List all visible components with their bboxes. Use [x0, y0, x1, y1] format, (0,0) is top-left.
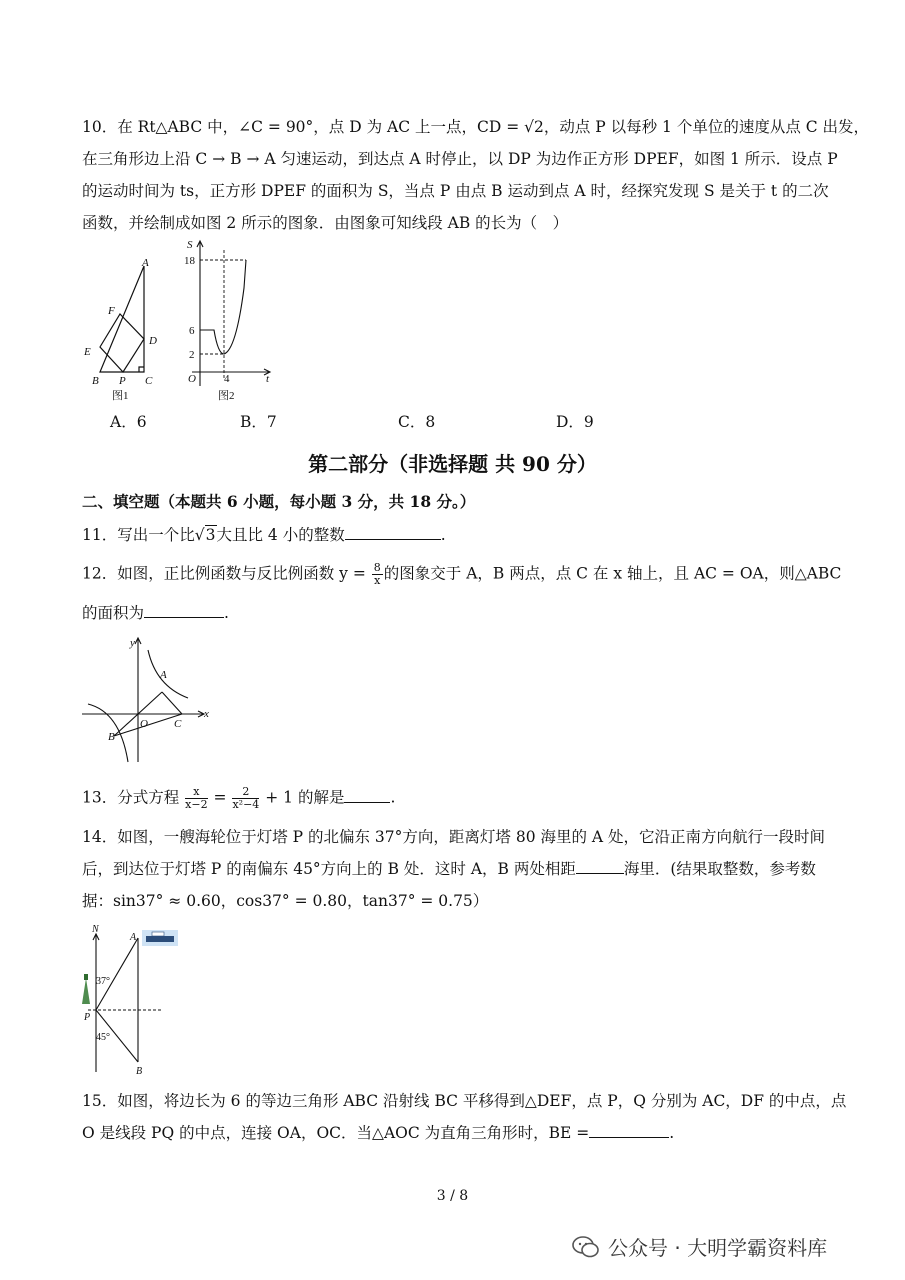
q13-f1-den: x−2 — [185, 798, 208, 811]
wechat-icon — [572, 1235, 600, 1259]
q12-frac-den: x — [374, 574, 381, 587]
q15-end: . — [669, 1124, 675, 1142]
fig2-caption: 图2 — [218, 390, 235, 402]
label-E: E — [84, 346, 91, 358]
label-A: A — [142, 257, 149, 269]
q13-end: . — [390, 788, 396, 807]
q11-text-after: 大且比 4 小的整数 — [216, 526, 345, 544]
label-x: x — [204, 708, 209, 720]
label-S: S — [187, 239, 193, 251]
hyperbola-branch-1 — [148, 650, 188, 698]
segment-ac — [162, 692, 182, 714]
q12-end: . — [224, 604, 229, 622]
page-number: 3 / 8 — [436, 1188, 469, 1204]
option-d: D．9 — [556, 413, 594, 431]
q12-fraction — [372, 562, 383, 587]
label-A: A — [130, 932, 137, 943]
q10-line4: 函数，并绘制成如图 2 所示的图象．由图象可知线段 AB 的长为（ ） — [82, 214, 569, 232]
section2-heading: 二、填空题（本题共 6 小题，每小题 3 分，共 18 分。） — [82, 492, 476, 511]
q13-text1: 13．分式方程 — [82, 788, 180, 807]
q14-figure — [74, 922, 194, 1078]
q14-answer-blank — [576, 859, 624, 874]
q13-f1-num: x — [185, 786, 207, 799]
q10-line2: 在三角形边上沿 C → B → A 匀速运动，到达点 A 时停止，以 DP 为边作正方形 DPEF，如图 1 所示．设点 P — [82, 150, 838, 168]
q11-sqrt-value: 3 — [205, 526, 216, 544]
label-45: 45° — [96, 1032, 110, 1043]
q14-line2 — [82, 858, 816, 880]
option-b: B．7 — [240, 413, 277, 431]
q10-figure1 — [78, 252, 178, 402]
q11-text-before: 11．写出一个比 — [82, 526, 195, 544]
label-6: 6 — [189, 325, 195, 337]
label-y: y — [130, 637, 135, 649]
watermark — [572, 1232, 827, 1261]
q10-line3: 的运动时间为 ts，正方形 DPEF 的面积为 S，当点 P 由点 B 运动到点 A 时，经探究发现 S 是关于 t 的二次 — [82, 182, 829, 200]
label-B: B — [92, 375, 99, 387]
q13-fraction1 — [185, 786, 207, 811]
label-18: 18 — [184, 255, 195, 267]
label-2: 2 — [189, 349, 195, 361]
right-angle-mark — [139, 367, 144, 372]
q11-end: . — [440, 526, 446, 544]
label-D: D — [149, 335, 157, 347]
fig1-caption: 图1 — [112, 390, 129, 402]
label-4: 4 — [224, 373, 230, 385]
label-P: P — [119, 375, 126, 387]
q10-line1: 10．在 Rt△ABC 中，∠C = 90°，点 D 为 AC 上一点，CD = √2，动点 P 以每秒 1 个单位的速度从点 C 出发， — [82, 118, 870, 136]
q12-text1: 12．如图，正比例函数与反比例函数 y = — [82, 564, 366, 583]
square-dpef — [100, 314, 144, 372]
q15-line1: 15．如图，将边长为 6 的等边三角形 ABC 沿射线 BC 平移得到△DEF，点 P，Q 分别为 AC，DF 的中点，点 — [82, 1092, 847, 1110]
option-a: A．6 — [110, 413, 147, 431]
label-F: F — [108, 305, 115, 317]
q13-f2-num: 2 — [232, 786, 259, 799]
label-C: C — [174, 718, 182, 730]
label-t: t — [266, 373, 270, 385]
q14-line1: 14．如图，一艘海轮位于灯塔 P 的北偏东 37°方向，距离灯塔 80 海里的 A 处，它沿正南方向航行一段时间 — [82, 828, 826, 846]
q14-line2a: 后，到达位于灯塔 P 的南偏东 45°方向上的 B 处．这时 A，B 两处相距 — [82, 860, 576, 878]
label-O: O — [188, 373, 196, 385]
q11-sqrt: √3 — [194, 526, 216, 544]
option-c: C．8 — [398, 413, 436, 431]
q13-text2: + 1 的解是 — [265, 788, 345, 807]
q13-f2-den: x²−4 — [232, 798, 260, 811]
q15-line2 — [82, 1122, 674, 1144]
q13-answer-blank — [344, 788, 390, 803]
q12-line2-text: 的面积为 — [82, 604, 145, 622]
triangle-abc — [100, 266, 144, 372]
q12-text2: 的图象交于 A，B 两点，点 C 在 x 轴上，且 AC = OA，则△ABC — [383, 564, 842, 583]
label-A: A — [160, 669, 167, 681]
q13-eq: = — [213, 788, 227, 807]
q11-line — [82, 524, 446, 546]
q14-line2b: 海里．(结果取整数，参考数 — [623, 860, 816, 878]
label-P: P — [84, 1012, 91, 1023]
q12-frac-num: 8 — [373, 561, 381, 574]
part2-title: 第二部分（非选择题 共 90 分） — [308, 452, 597, 476]
segment-pa — [96, 938, 138, 1010]
q15-line2-text: O 是线段 PQ 的中点，连接 OA，OC．当△AOC 为直角三角形时，BE = — [82, 1124, 590, 1142]
q11-answer-blank — [345, 525, 441, 540]
segment-bc — [114, 714, 182, 736]
label-B: B — [136, 1066, 143, 1077]
q10-figure2 — [178, 236, 278, 402]
q13-fraction2 — [232, 786, 259, 811]
watermark-text: 公众号 · 大明学霸资料库 — [608, 1236, 828, 1260]
q12-figure — [78, 632, 218, 768]
label-37: 37° — [96, 976, 110, 987]
graph-curve — [200, 260, 246, 354]
q13-line — [82, 786, 395, 811]
label-O: O — [140, 718, 148, 730]
ship-icon — [142, 930, 178, 946]
lighthouse-icon — [82, 974, 90, 1004]
label-N: N — [92, 924, 99, 935]
label-B: B — [108, 731, 115, 743]
q12-answer-blank — [144, 603, 224, 618]
q14-line3: 据：sin37° ≈ 0.60，cos37° = 0.80，tan37° = 0.75） — [82, 892, 489, 910]
q12-line1 — [82, 562, 841, 587]
q12-line2 — [82, 602, 229, 624]
q15-answer-blank — [589, 1123, 669, 1138]
label-C: C — [145, 375, 153, 387]
